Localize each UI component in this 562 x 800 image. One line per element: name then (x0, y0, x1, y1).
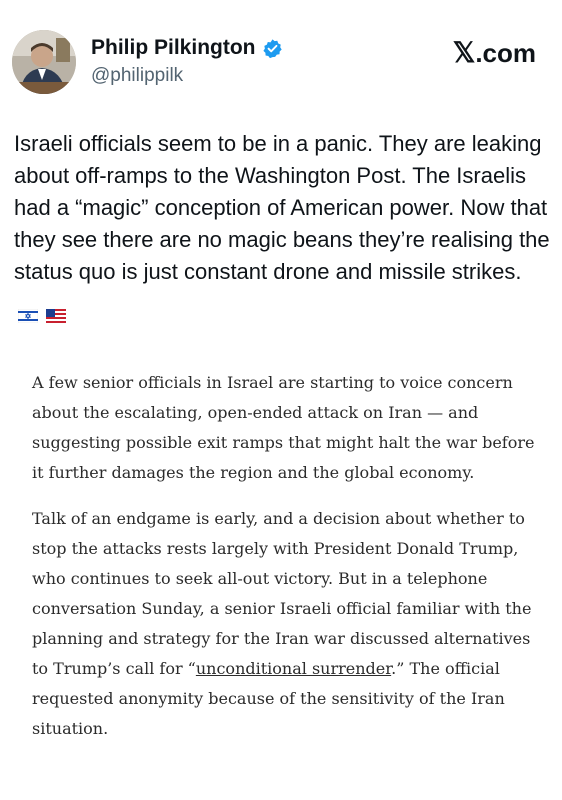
article-paragraph-2-end: .” The official requested anonymity because of the sensitivity of the Iran situation. (32, 659, 505, 738)
article-excerpt (32, 368, 548, 760)
article-paragraph-1: A few senior officials in Israel are starting to voice concern about the escalating, open-ended attack on Iran — and suggesting possible exit ramps that might halt the war before it further damages the region and the global economy. (32, 373, 535, 482)
x-logo-icon: 𝕏 (452, 37, 476, 68)
author-name-row (91, 36, 283, 60)
israel-flag-icon (18, 300, 38, 314)
tweet-text: Israeli officials seem to be in a panic. They are leaking about off-ramps to the Washington Post. The Israelis had a “magic” conception of American power. Now that they see there are no magic beans they’re realising the status quo is just constant drone and missile strikes. (14, 131, 550, 284)
unconditional-surrender-link[interactable]: unconditional surrender (195, 659, 392, 678)
site-suffix: .com (475, 38, 536, 68)
avatar[interactable] (12, 30, 76, 94)
article-paragraph-2 (32, 504, 548, 744)
tweet-header (12, 28, 550, 96)
verified-badge-icon (262, 38, 283, 59)
author-name[interactable]: Philip Pilkington (91, 36, 256, 59)
us-flag-icon (46, 300, 66, 314)
tweet-text-block (14, 128, 550, 322)
article-paragraph-2-text: Talk of an endgame is early, and a decision about whether to stop the attacks rests largely with President Donald Trump, who continues to seek all-out victory. But in a telephone conversation Sunday, a senior Israeli official familiar with the planning and strategy for the Iran war discussed alternatives to Trump’s call for “ (32, 509, 532, 678)
site-label (453, 36, 536, 69)
flag-emojis (18, 290, 68, 322)
author-handle[interactable]: @philippilk (91, 65, 184, 86)
